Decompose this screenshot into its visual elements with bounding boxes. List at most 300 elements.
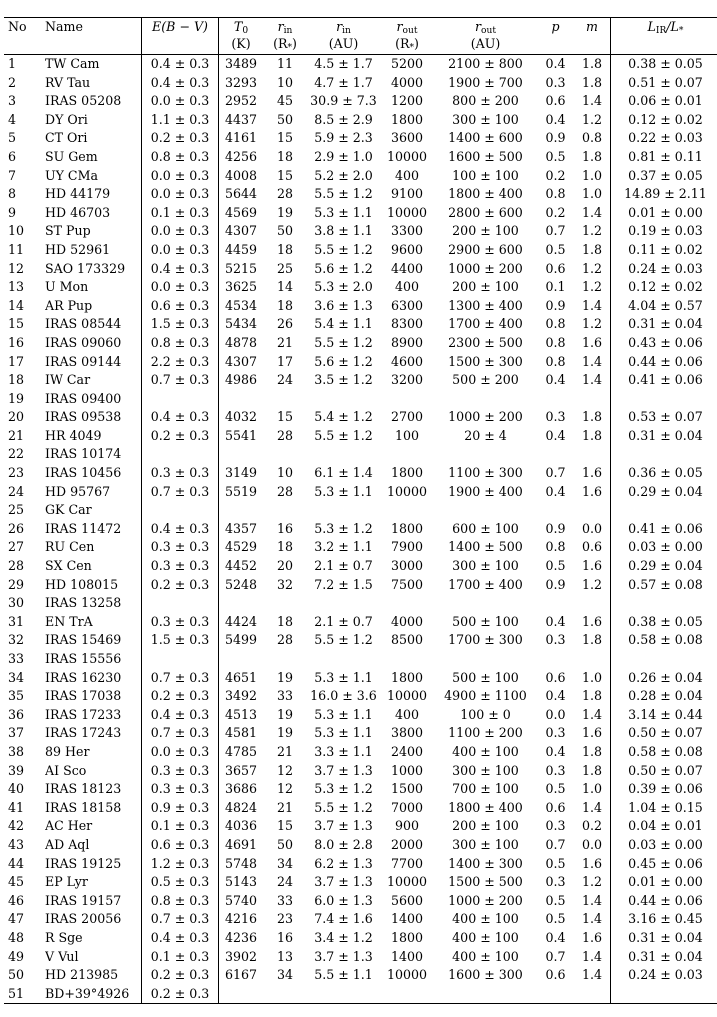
cell-rin-au: 5.5 ± 1.2 [314,799,373,815]
header-lir-mid: /L [666,19,679,34]
cell-rout: 4400 [390,260,424,276]
table-row [4,464,717,483]
cell-lir: 0.41 ± 0.06 [611,371,717,390]
cell-lir: 0.81 ± 0.11 [611,148,717,167]
cell-rin-au: 4.7 ± 1.7 [314,74,373,90]
cell-rout: 1800 [390,111,424,127]
cell-no: 18 [8,372,25,388]
cell-rout-au: 300 ± 100 [452,836,519,852]
cell-name: IRAS 09400 [45,390,122,406]
table-row [4,762,717,781]
table-row [4,910,717,929]
cell-rout-au: 1100 ± 300 [448,465,523,481]
cell-lir: 3.14 ± 0.44 [611,706,717,725]
header-rin-symbol: r [277,19,284,34]
cell-ebv [142,390,219,409]
cell-rout-au: 1500 ± 300 [448,353,523,369]
cell-rin: 12 [276,781,294,797]
cell-rin [263,445,307,464]
cell-p: 0.7 [545,836,566,852]
cell-name: HD 213985 [45,967,119,983]
cell-rout-au [434,985,537,1004]
cell-m: 1.2 [581,279,603,295]
cell-m [574,650,611,669]
cell-rin: 18 [276,539,294,555]
cell-no: 25 [8,502,25,518]
cell-rout: 2000 [390,836,424,852]
cell-rout: 3600 [390,130,424,146]
cell-t0: 5143 [219,873,264,892]
cell-rin-au: 7.2 ± 1.5 [314,576,373,592]
cell-rout: 400 [394,167,420,183]
cell-rout-au: 300 ± 100 [452,762,519,778]
cell-rin-au: 5.5 ± 1.1 [314,967,373,983]
cell-ebv [142,501,219,520]
cell-lir: 0.29 ± 0.04 [611,557,717,576]
cell-rout: 5600 [390,892,424,908]
cell-lir: 0.03 ± 0.00 [611,836,717,855]
header-rin-unit [263,36,307,55]
table-row [4,929,717,948]
cell-rin: 15 [276,409,294,425]
table-row [4,520,717,539]
cell-rout: 100 [394,427,420,443]
cell-ebv: 0.1 ± 0.3 [142,204,219,223]
cell-no: 45 [8,874,25,890]
cell-m: 1.6 [581,334,603,350]
cell-name: IRAS 10456 [45,465,122,481]
cell-rout-au: 600 ± 100 [452,520,519,536]
cell-ebv: 0.3 ± 0.3 [142,613,219,632]
cell-p: 0.4 [545,56,566,71]
cell-rin-au: 8.0 ± 2.8 [314,836,373,852]
cell-ebv: 0.8 ± 0.3 [142,892,219,911]
cell-t0: 6167 [219,966,264,985]
cell-no: 6 [8,148,17,164]
cell-rin: 45 [276,93,294,109]
cell-rin: 18 [276,148,294,164]
cell-lir: 0.29 ± 0.04 [611,483,717,502]
cell-p [537,594,574,613]
cell-p: 0.3 [545,74,566,90]
header-row [4,18,717,37]
cell-ebv: 0.2 ± 0.3 [142,985,219,1004]
cell-no: 7 [8,167,17,183]
cell-no: 23 [8,465,25,481]
cell-p: 0.4 [545,613,566,629]
cell-rin-au [307,650,380,669]
table-row [4,408,717,427]
cell-rin: 25 [276,260,294,276]
table-row [4,650,717,669]
cell-no: 5 [8,130,17,146]
cell-rout: 6300 [390,297,424,313]
header-rin-au-sub: in [342,26,351,36]
cell-rin: 18 [276,613,294,629]
cell-no: 22 [8,446,25,462]
cell-no: 16 [8,334,25,350]
cell-no: 30 [8,595,25,611]
cell-lir: 0.31 ± 0.04 [611,929,717,948]
cell-rout-au [434,501,537,520]
cell-t0: 3489 [219,55,264,74]
cell-rin [263,390,307,409]
cell-ebv: 0.4 ± 0.3 [142,520,219,539]
table-header [4,18,717,55]
table-row [4,148,717,167]
cell-name: HD 44179 [45,186,111,202]
cell-rin: 32 [276,576,294,592]
cell-rout-au: 2100 ± 800 [448,56,523,71]
header-ebv-unit [142,36,219,55]
cell-rin: 16 [276,929,294,945]
cell-t0: 4307 [219,222,264,241]
cell-no: 49 [8,948,25,964]
cell-p: 0.5 [545,855,566,871]
cell-rout-au: 1700 ± 300 [448,632,523,648]
cell-rin: 14 [276,279,294,295]
cell-rin-au: 3.7 ± 1.3 [314,818,373,834]
cell-no: 47 [8,911,25,927]
cell-lir: 0.22 ± 0.03 [611,129,717,148]
cell-p: 0.3 [545,762,566,778]
cell-t0: 2952 [219,92,264,111]
cell-m: 1.8 [581,632,603,648]
cell-t0: 4437 [219,111,264,130]
cell-name: AC Her [45,818,93,834]
cell-p: 0.7 [545,948,566,964]
cell-rin-au: 3.7 ± 1.3 [314,874,373,890]
cell-rin: 13 [276,948,294,964]
cell-rin-au: 5.3 ± 1.2 [314,781,373,797]
cell-rout: 10000 [386,874,428,890]
table-row [4,966,717,985]
cell-lir [611,594,717,613]
cell-rin: 34 [276,967,294,983]
cell-lir: 0.53 ± 0.07 [611,408,717,427]
table-row [4,724,717,743]
cell-p: 0.4 [545,688,566,704]
cell-rin-au: 3.7 ± 1.3 [314,948,373,964]
cell-rout-au: 1500 ± 500 [448,874,523,890]
header-lir-sub2: * [678,26,684,36]
cell-rin-au: 5.3 ± 1.1 [314,725,373,741]
header-name: Name [45,19,83,34]
cell-rout: 3300 [390,223,424,239]
cell-rin: 50 [276,111,294,127]
cell-rin-au [307,445,380,464]
cell-rout-au [434,445,537,464]
cell-rout-au: 1700 ± 400 [448,316,523,332]
cell-rout: 5200 [390,56,424,71]
table-row [4,780,717,799]
cell-rout: 1400 [390,911,424,927]
cell-t0: 4785 [219,743,264,762]
cell-rin-au [307,390,380,409]
cell-p: 0.4 [545,483,566,499]
cell-m: 1.4 [581,892,603,908]
cell-p: 0.7 [545,223,566,239]
cell-ebv [142,594,219,613]
cell-ebv: 0.0 ± 0.3 [142,278,219,297]
cell-rout-au: 1000 ± 200 [448,260,523,276]
cell-rout-au: 400 ± 100 [452,911,519,927]
cell-no: 48 [8,929,25,945]
table-row [4,594,717,613]
cell-rin-au: 5.3 ± 1.2 [314,520,373,536]
cell-rout-au: 500 ± 200 [452,372,519,388]
cell-p [537,501,574,520]
cell-rin-au: 3.6 ± 1.3 [314,297,373,313]
cell-rout: 4000 [390,613,424,629]
cell-lir: 0.28 ± 0.04 [611,687,717,706]
cell-rout: 3200 [390,372,424,388]
cell-t0: 5519 [219,483,264,502]
cell-rout-au: 1400 ± 600 [448,130,523,146]
cell-no: 36 [8,706,25,722]
cell-rout [380,594,434,613]
cell-rin: 15 [276,130,294,146]
cell-p: 0.8 [545,334,566,350]
cell-rin: 19 [276,669,294,685]
cell-rin: 11 [276,56,294,71]
table-row [4,278,717,297]
header-rin [263,18,307,37]
cell-m: 1.8 [581,762,603,778]
cell-name: RV Tau [45,74,91,90]
cell-rin: 24 [276,372,294,388]
cell-lir: 0.44 ± 0.06 [611,892,717,911]
cell-name: R Sge [45,929,83,945]
cell-rin-au: 3.7 ± 1.3 [314,762,373,778]
cell-name: EP Lyr [45,874,88,890]
table-row [4,687,717,706]
cell-rin: 16 [276,520,294,536]
cell-rin-au: 5.5 ± 1.2 [314,427,373,443]
cell-no: 24 [8,483,25,499]
cell-rin: 19 [276,204,294,220]
cell-no: 43 [8,836,25,852]
cell-lir: 0.36 ± 0.05 [611,464,717,483]
cell-m: 1.8 [581,427,603,443]
cell-ebv: 0.3 ± 0.3 [142,538,219,557]
cell-rin: 15 [276,167,294,183]
cell-rin: 10 [276,465,294,481]
cell-rin: 21 [276,743,294,759]
cell-rin-au: 5.3 ± 1.1 [314,483,373,499]
cell-ebv: 0.7 ± 0.3 [142,483,219,502]
header-rout-unit [380,36,434,55]
cell-p: 0.3 [545,725,566,741]
cell-rout-au: 300 ± 100 [452,558,519,574]
cell-rout: 1000 [390,762,424,778]
cell-rin-au: 16.0 ± 3.6 [310,688,377,704]
cell-lir: 0.38 ± 0.05 [611,55,717,74]
cell-rin [263,594,307,613]
header-rin-sub: in [283,26,293,36]
cell-lir [611,501,717,520]
table-row [4,743,717,762]
cell-name: CT Ori [45,130,88,146]
table-row [4,315,717,334]
cell-lir: 0.12 ± 0.02 [611,278,717,297]
cell-ebv: 1.2 ± 0.3 [142,855,219,874]
cell-rin: 15 [276,818,294,834]
cell-ebv: 1.5 ± 0.3 [142,631,219,650]
cell-m: 1.6 [581,465,603,481]
cell-rin: 23 [276,911,294,927]
cell-rin-au: 5.9 ± 2.3 [314,130,373,146]
cell-rout-au: 200 ± 100 [452,223,519,239]
cell-no: 20 [8,409,25,425]
cell-no: 29 [8,576,25,592]
cell-p [537,445,574,464]
cell-lir: 0.38 ± 0.05 [611,613,717,632]
table-row [4,427,717,446]
table-row [4,483,717,502]
cell-rout-au: 100 ± 100 [452,167,519,183]
cell-name: UY CMa [45,167,98,183]
cell-no: 21 [8,427,25,443]
cell-no: 2 [8,74,17,90]
cell-ebv: 0.2 ± 0.3 [142,576,219,595]
cell-no: 8 [8,186,17,202]
cell-rin [263,985,307,1004]
cell-ebv: 0.0 ± 0.3 [142,222,219,241]
cell-rout: 7500 [390,576,424,592]
cell-t0: 4452 [219,557,264,576]
cell-rout: 3000 [390,558,424,574]
table-row [4,55,717,74]
cell-ebv: 0.1 ± 0.3 [142,817,219,836]
header-name-unit [45,36,142,55]
cell-t0: 4357 [219,520,264,539]
cell-rout-au: 200 ± 100 [452,818,519,834]
cell-rout: 7700 [390,855,424,871]
cell-lir [611,445,717,464]
cell-m: 1.2 [581,111,603,127]
cell-lir: 0.57 ± 0.08 [611,576,717,595]
header-rin-au-unit: (AU) [307,36,380,55]
cell-rin: 18 [276,297,294,313]
cell-rout: 2700 [390,409,424,425]
cell-name: AR Pup [45,297,93,313]
table-row [4,241,717,260]
cell-p: 0.9 [545,130,566,146]
cell-name: IRAS 18123 [45,781,122,797]
cell-t0: 4651 [219,669,264,688]
cell-no: 51 [4,985,45,1004]
cell-t0: 4534 [219,297,264,316]
cell-rin: 26 [276,316,294,332]
table-row [4,557,717,576]
cell-rout-au: 500 ± 100 [452,613,519,629]
table-row [4,74,717,93]
cell-lir: 0.50 ± 0.07 [611,724,717,743]
cell-rin: 24 [276,874,294,890]
cell-rin-au: 6.0 ± 1.3 [314,892,373,908]
cell-rin: 19 [276,725,294,741]
cell-p: 0.3 [545,874,566,890]
cell-t0: 5740 [219,892,264,911]
cell-name: SX Cen [45,558,92,574]
cell-ebv: 0.6 ± 0.3 [142,297,219,316]
cell-rin: 21 [276,334,294,350]
cell-no: 14 [8,297,25,313]
cell-rout: 10000 [386,483,428,499]
cell-ebv: 0.5 ± 0.3 [142,873,219,892]
cell-rout-au: 1400 ± 300 [448,855,523,871]
cell-name: IRAS 17038 [45,688,122,704]
table-row [4,836,717,855]
cell-no: 27 [8,539,25,555]
cell-rin: 28 [276,632,294,648]
cell-t0: 4986 [219,371,264,390]
cell-rout: 400 [394,279,420,295]
cell-lir: 3.16 ± 0.45 [611,910,717,929]
cell-ebv: 0.2 ± 0.3 [142,129,219,148]
cell-lir: 0.24 ± 0.03 [611,260,717,279]
cell-name: HD 108015 [45,576,119,592]
cell-rin-au: 5.3 ± 1.1 [314,204,373,220]
cell-rout: 10000 [386,688,428,704]
cell-no: 3 [8,93,17,109]
cell-p: 0.6 [545,93,566,109]
cell-name: IRAS 20056 [45,911,122,927]
cell-rin-au: 3.3 ± 1.1 [314,743,373,759]
cell-p: 0.2 [545,167,566,183]
cell-lir: 0.44 ± 0.06 [611,353,717,372]
cell-lir: 0.58 ± 0.08 [611,743,717,762]
cell-no: 42 [8,818,25,834]
cell-lir: 0.26 ± 0.04 [611,669,717,688]
cell-m [574,501,611,520]
cell-ebv: 0.6 ± 0.3 [142,836,219,855]
cell-rin: 50 [276,223,294,239]
cell-p: 0.8 [545,316,566,332]
cell-t0: 5215 [219,260,264,279]
cell-rout-au: 400 ± 100 [452,743,519,759]
cell-ebv: 0.0 ± 0.3 [142,185,219,204]
cell-name: EN TrA [45,613,93,629]
cell-rout [380,650,434,669]
cell-name: AI Sco [45,762,87,778]
cell-rout: 10000 [386,204,428,220]
cell-m: 1.4 [581,297,603,313]
cell-rin: 28 [276,427,294,443]
table-row [4,129,717,148]
data-table [4,17,717,1004]
cell-ebv: 0.3 ± 0.3 [142,780,219,799]
table-body [4,55,717,1004]
cell-rout: 400 [394,706,420,722]
cell-rin-au: 30.9 ± 7.3 [310,93,377,109]
table-row [4,873,717,892]
cell-m: 1.2 [581,316,603,332]
cell-ebv: 0.7 ± 0.3 [142,669,219,688]
header-m: m [586,19,598,34]
cell-no: 28 [8,558,25,574]
cell-name: IRAS 15469 [45,632,122,648]
cell-t0: 5434 [219,315,264,334]
cell-m: 1.4 [581,799,603,815]
cell-ebv: 0.0 ± 0.3 [142,92,219,111]
cell-p: 0.2 [545,204,566,220]
cell-name: IRAS 19125 [45,855,122,871]
cell-lir: 0.31 ± 0.04 [611,427,717,446]
table-row [4,445,717,464]
header-no: No [8,19,27,34]
